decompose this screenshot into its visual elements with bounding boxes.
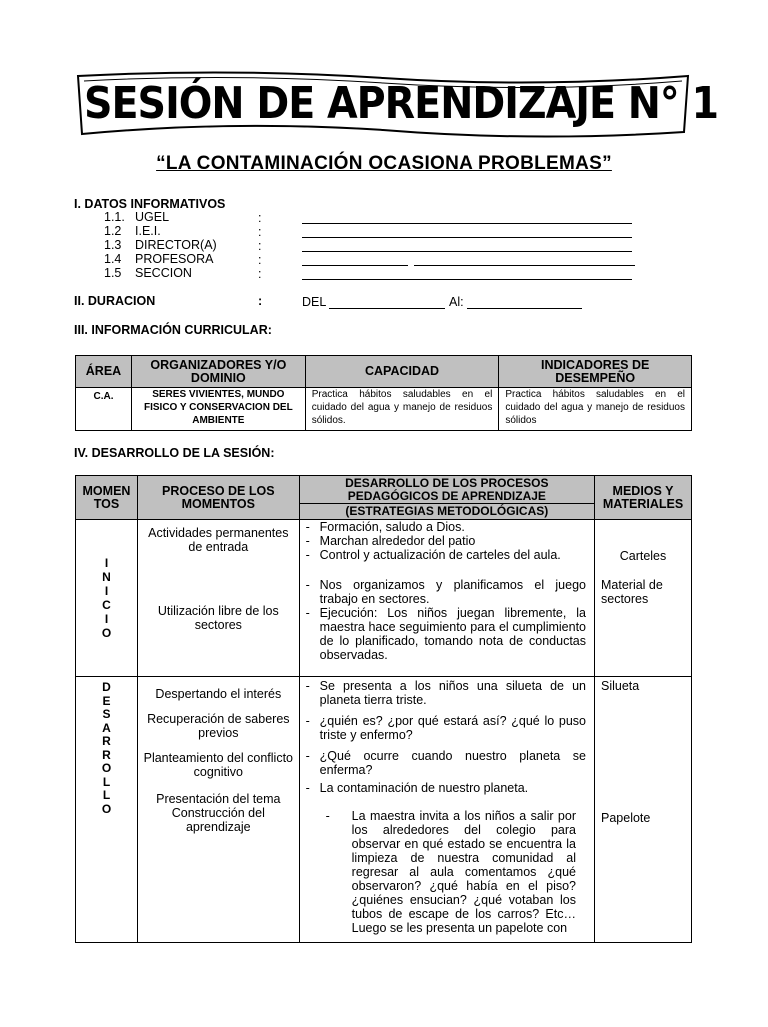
datos-num: 1.4 xyxy=(104,252,122,266)
datos-colon: : xyxy=(258,267,262,281)
estrategia-item: - Se presenta a los niños una silueta de un planeta tierra triste. xyxy=(304,679,586,707)
momento-letter: R xyxy=(102,734,111,748)
datos-blank[interactable] xyxy=(302,265,408,266)
header-proceso: PROCESO DE LOS MOMENTOS xyxy=(137,476,299,520)
momento-letter: S xyxy=(102,707,111,721)
estrategia-item: - Formación, saludo a Dios. xyxy=(304,520,586,534)
organizador-cell: SERES VIVIENTES, MUNDO FISICO Y CONSERVACION DEL AMBIENTE xyxy=(131,388,305,431)
medios-inicio xyxy=(595,520,692,677)
momento-letter: O xyxy=(101,761,112,775)
momento-letter: I xyxy=(104,584,109,598)
datos-num: 1.1. xyxy=(104,210,125,224)
momento-inicio xyxy=(76,520,138,677)
header-capacidad: CAPACIDAD xyxy=(305,356,499,388)
datos-num: 1.5 xyxy=(104,266,122,280)
page-break-mask xyxy=(70,947,700,1027)
datos-num: 1.3 xyxy=(104,238,122,252)
datos-blank[interactable] xyxy=(302,251,632,252)
datos-blank[interactable] xyxy=(302,223,632,224)
estrategias-list xyxy=(304,578,586,662)
header-momentos: MOMEN TOS xyxy=(76,476,138,520)
proceso-item: Recuperación de saberes previos xyxy=(147,712,290,740)
momento-letter: L xyxy=(102,774,111,789)
indicador-cell: Practica hábitos saludables en el cuidado del agua y manejo de residuos sólidos xyxy=(499,388,692,431)
datos-label: PROFESORA xyxy=(135,252,214,266)
proceso-item: Construcción del aprendizaje xyxy=(171,806,265,834)
duracion-heading: II. DURACION xyxy=(74,294,156,308)
proceso-item: Presentación del tema xyxy=(156,792,281,806)
curricular-header-row xyxy=(76,356,692,388)
area-cell: C.A. xyxy=(76,388,132,431)
estrategia-item: - La maestra invita a los niños a salir por los alrededores del colegio para observar en qué estado se encuentra la limpieza de nuestra comunidad al regresar al aula comentamos ¿qué observaron? ¿qué había en el piso? ¿quiénes ensucian? ¿qué votaban los tubos de escape de los carros? Etc… Luego se les presenta un papelote con xyxy=(324,809,576,935)
momento-letter: O xyxy=(101,801,112,816)
estrategias-list xyxy=(304,679,586,795)
datos-colon: : xyxy=(258,253,262,267)
medio-item: Silueta xyxy=(601,679,640,693)
capacidad-cell: Practica hábitos saludables en el cuidado del agua y manejo de residuos sólidos. xyxy=(305,388,499,431)
duracion-al-label: Al: xyxy=(449,295,464,309)
estrategias-desarrollo xyxy=(299,677,594,943)
desarrollo-row xyxy=(76,677,692,943)
desarrollo-header-row xyxy=(76,476,692,504)
header-medios: MEDIOS Y MATERIALES xyxy=(595,476,692,520)
header-area: ÁREA xyxy=(76,356,132,388)
proceso-item: Despertando el interés xyxy=(155,687,282,701)
estrategia-item: - Marchan alrededor del patio xyxy=(304,534,586,548)
desarrollo-table xyxy=(75,475,692,943)
momento-letter: C xyxy=(102,598,111,612)
datos-colon: : xyxy=(258,211,262,225)
curricular-table xyxy=(75,355,692,431)
header-organizadores: ORGANIZADORES Y/O DOMINIO xyxy=(131,356,305,388)
datos-blank[interactable] xyxy=(302,279,632,280)
duracion-al-blank[interactable] xyxy=(467,308,582,309)
momento-letter: D xyxy=(102,680,111,694)
curricular-row xyxy=(76,388,692,431)
momento-letter: I xyxy=(104,612,109,626)
datos-heading: I. DATOS INFORMATIVOS xyxy=(74,197,226,211)
header-indicadores: INDICADORES DE DESEMPEÑO xyxy=(499,356,692,388)
header-desarrollo-procesos: DESARROLLO DE LOS PROCESOS PEDAGÓGICOS DE APRENDIZAJE xyxy=(299,476,594,504)
duracion-colon: : xyxy=(258,294,263,308)
curricular-heading: III. INFORMACIÓN CURRICULAR: xyxy=(74,323,272,337)
session-subtitle: “LA CONTAMINACIÓN OCASIONA PROBLEMAS” xyxy=(156,153,612,174)
session-title: SESIÓN DE APRENDIZAJE N° 1 xyxy=(84,78,719,129)
momento-letter: N xyxy=(102,570,111,584)
estrategia-item: - La contaminación de nuestro planeta. xyxy=(304,781,586,795)
momento-letter: R xyxy=(102,747,111,762)
proceso-item: Planteamiento del conflicto cognitivo xyxy=(143,751,294,779)
estrategias-inicio xyxy=(299,520,594,677)
proceso-desarrollo xyxy=(137,677,299,943)
proceso-item: Actividades permanentes de entrada xyxy=(148,526,289,554)
proceso-inicio xyxy=(137,520,299,677)
estrategias-list xyxy=(304,809,586,935)
momento-letter: O xyxy=(101,626,112,640)
estrategia-item: - Control y actualización de carteles del aula. xyxy=(304,548,586,562)
estrategia-item: - Nos organizamos y planificamos el juego trabajo en sectores. xyxy=(304,578,586,606)
datos-num: 1.2 xyxy=(104,224,122,238)
estrategias-list xyxy=(304,520,586,562)
medios-desarrollo xyxy=(595,677,692,943)
proceso-item: Utilización libre de los sectores xyxy=(157,604,279,632)
estrategia-item: - ¿quién es? ¿por qué estará así? ¿qué lo puso triste y enfermo? xyxy=(304,714,586,742)
datos-label: SECCION xyxy=(135,266,192,280)
duracion-del-label: DEL xyxy=(302,295,327,309)
momento-letter: E xyxy=(102,693,111,708)
estrategia-item: - ¿Qué ocurre cuando nuestro planeta se enferma? xyxy=(304,749,586,777)
momento-letter: A xyxy=(102,720,111,735)
momento-letter: L xyxy=(102,788,111,802)
medio-item: Papelote xyxy=(601,811,651,825)
momento-desarrollo xyxy=(76,677,138,943)
medio-item: Material de sectores xyxy=(601,578,663,606)
datos-label: DIRECTOR(A) xyxy=(135,238,217,252)
datos-blank[interactable] xyxy=(302,237,632,238)
header-estrategias: (ESTRATEGIAS METODOLÓGICAS) xyxy=(299,504,594,520)
duracion-del-blank[interactable] xyxy=(329,308,445,309)
momento-letter: I xyxy=(104,556,109,570)
inicio-row xyxy=(76,520,692,677)
datos-label: I.E.I. xyxy=(135,224,161,238)
datos-blank[interactable] xyxy=(414,265,635,266)
datos-label: UGEL xyxy=(135,210,170,224)
datos-colon: : xyxy=(258,239,262,253)
datos-colon: : xyxy=(258,225,262,239)
desarrollo-heading: IV. DESARROLLO DE LA SESIÓN: xyxy=(74,446,275,460)
medio-item: Carteles xyxy=(619,549,667,563)
estrategia-item: - Ejecución: Los niños juegan libremente, la maestra hace seguimiento para el cumplimiento de lo planificado, tomando nota de conductas observadas. xyxy=(304,606,586,662)
